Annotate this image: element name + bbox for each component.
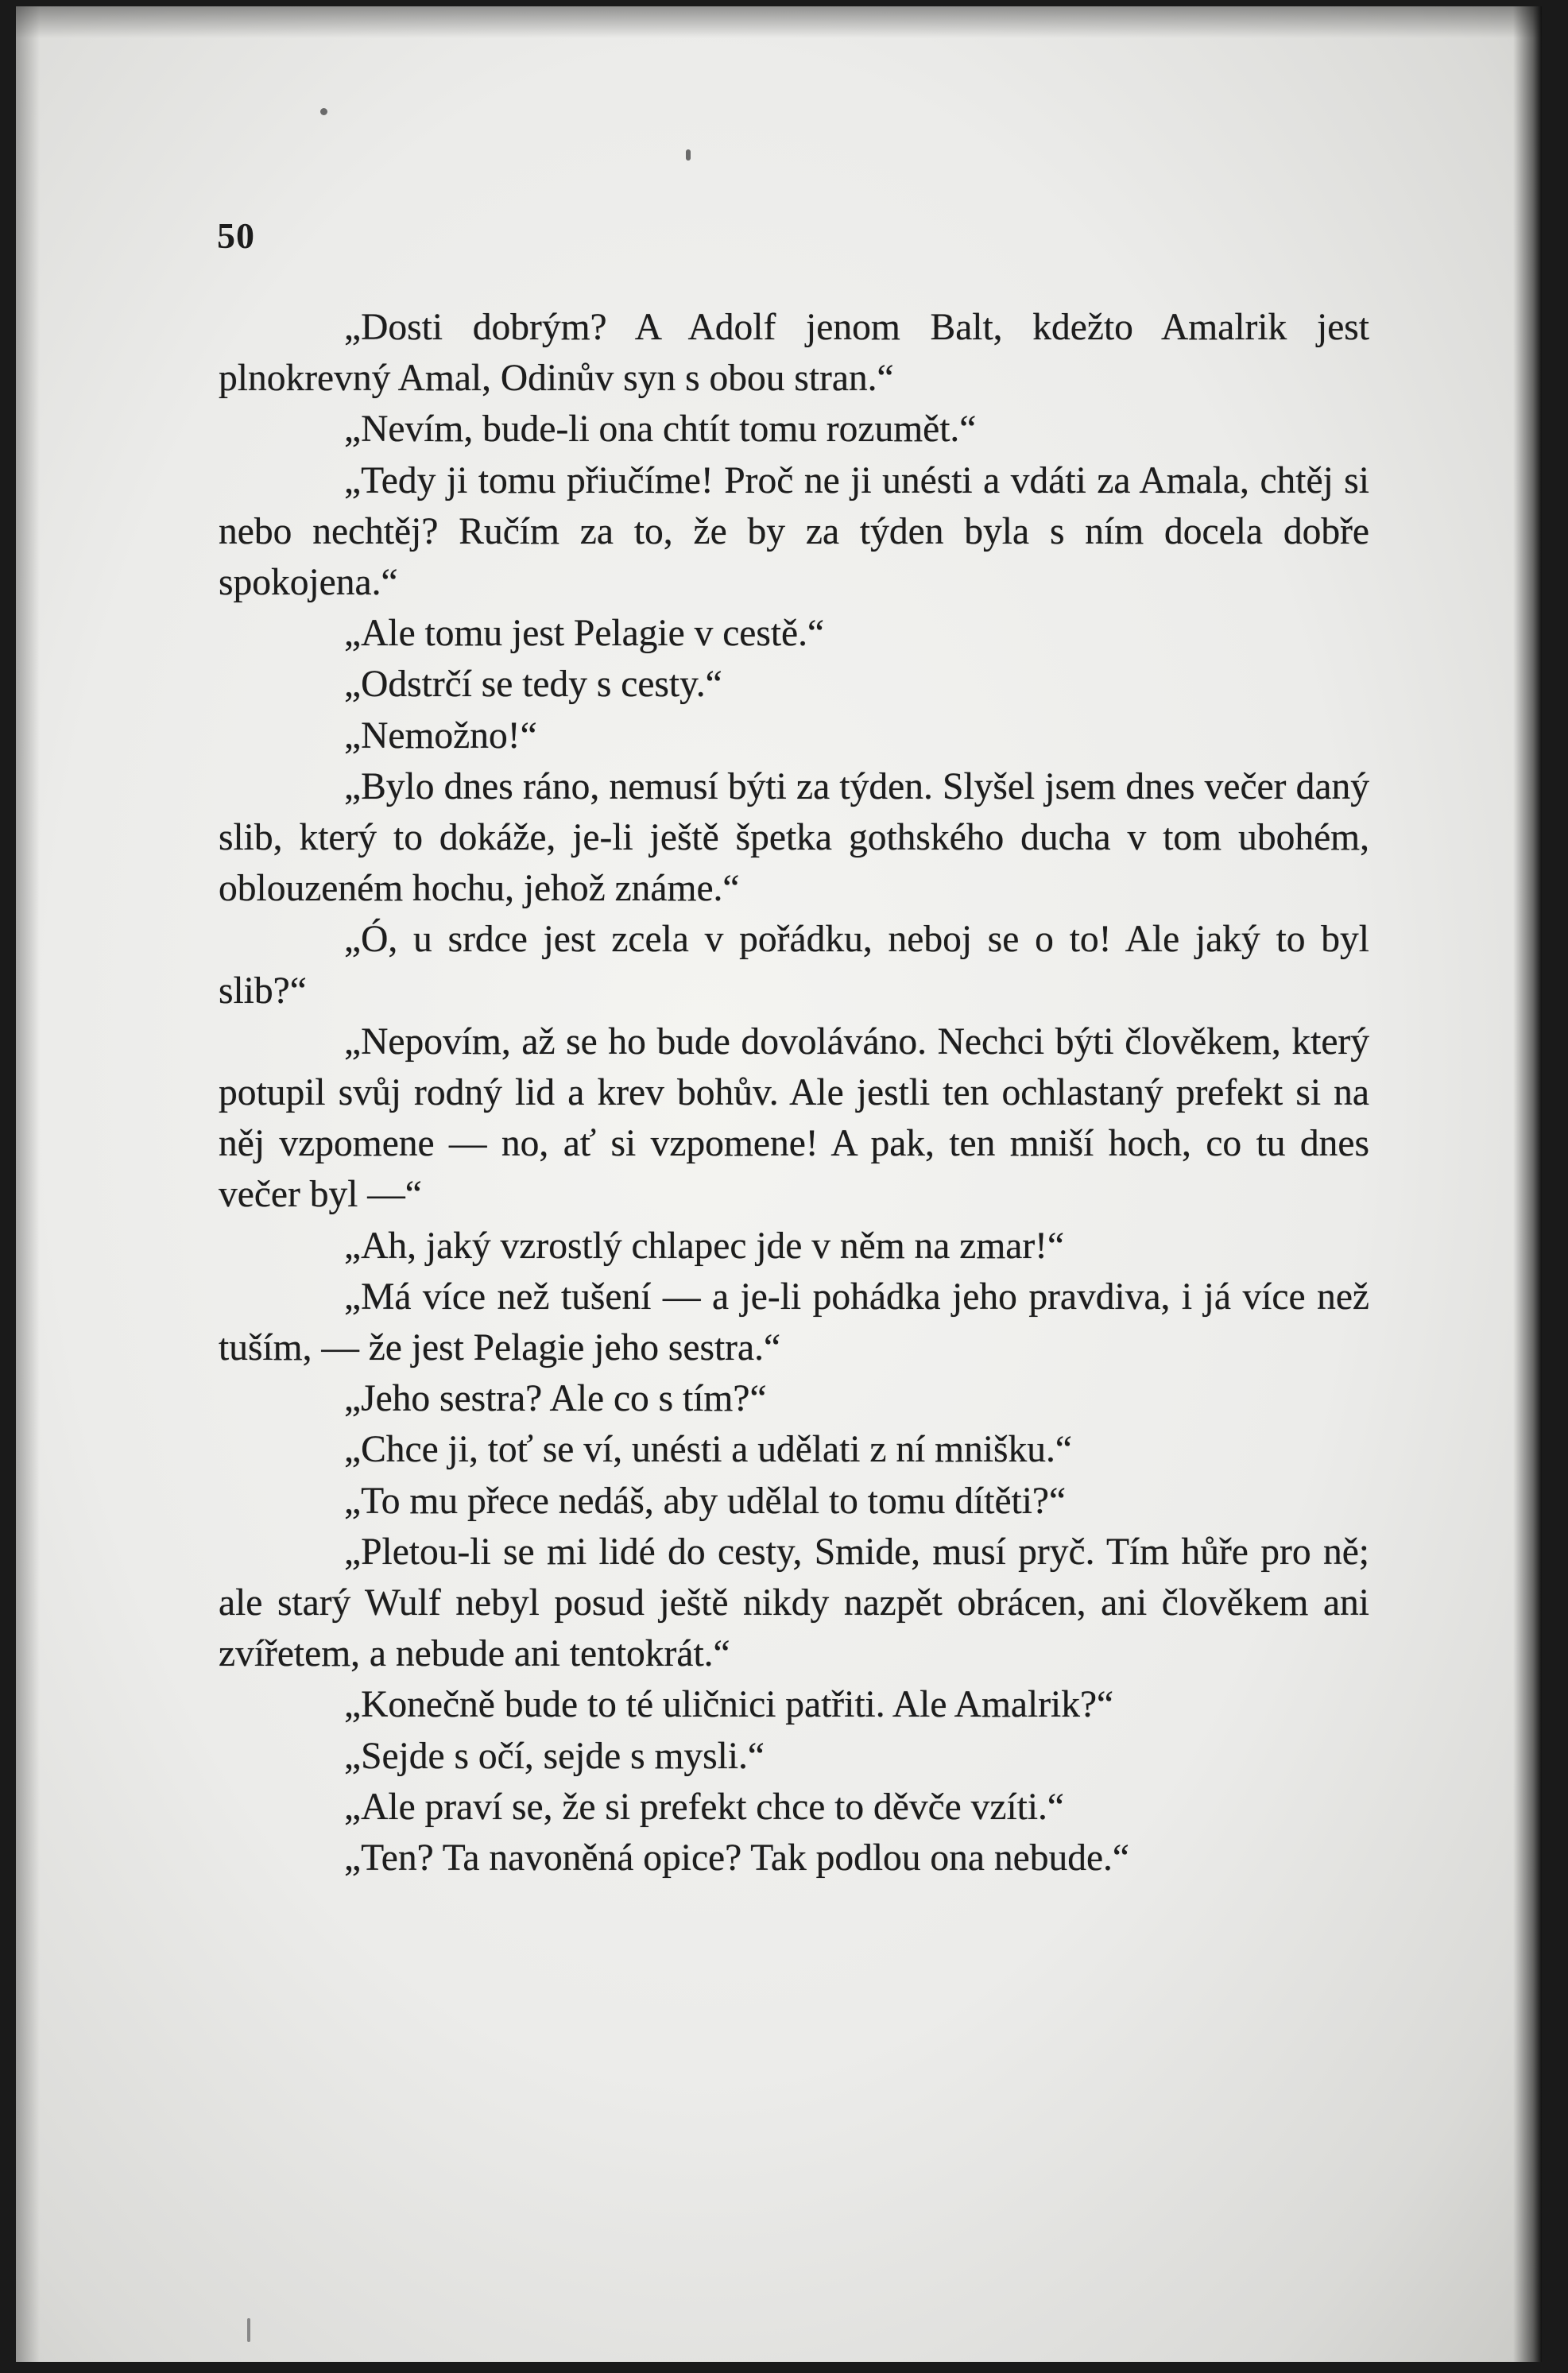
paragraph: „Pletou-li se mi lidé do cesty, Smide, musí pryč. Tím hůře pro ně; ale starý Wulf nebyl posud ještě nikdy nazpět obrácen, ani člověkem ani zvířetem, a nebude ani tentokrát.“ (219, 1531, 1369, 1675)
paragraph: „Nepovím, až se ho bude dovoláváno. Nechci býti člověkem, který potupil svůj rodný lid a krev bohův. Ale jestli ten ochlastaný prefekt si na něj vzpomene — no, ať si vzpomene! A pak, ten mniší hoch, co tu dnes večer byl —“ (219, 1020, 1369, 1216)
paragraph: „Ale tomu jest Pelagie v cestě.“ (344, 613, 825, 655)
paragraph: „Ale praví se, že si prefekt chce to děvče vzíti.“ (344, 1786, 1065, 1828)
page-left-shadow (16, 6, 40, 2362)
paragraph: „Dosti dobrým? A Adolf jenom Balt, kdežto Amalrik jest plnokrevný Amal, Odinův syn s obou stran.“ (219, 307, 1369, 400)
paper-speck (247, 2318, 250, 2342)
paragraph: „Chce ji, toť se ví, unésti a udělati z ní mnišku.“ (344, 1429, 1072, 1471)
page-binding-edge (1513, 6, 1542, 2362)
paragraph: „Sejde s očí, sejde s mysli.“ (344, 1735, 765, 1777)
paragraph: „Ah, jaký vzrostlý chlapec jde v něm na zmar!“ (344, 1225, 1065, 1267)
paragraph: „Nemožno!“ (344, 714, 537, 757)
paragraph: „Ó, u srdce jest zcela v pořádku, neboj se o to! Ale jaký to byl slib?“ (219, 919, 1369, 1012)
paragraph: „To mu přece nedáš, aby udělal to tomu dítěti?“ (344, 1480, 1067, 1522)
paragraph: „Ten? Ta navoněná opice? Tak podlou ona nebude.“ (344, 1837, 1130, 1879)
paper-speck (686, 149, 691, 161)
paragraph: „Tedy ji tomu přiučíme! Proč ne ji unésti a vdáti za Amala, chtěj si nebo nechtěj? Ručím za to, že by za týden byla s ním docela dobře spokojena.“ (219, 459, 1369, 604)
paper-speck (320, 108, 327, 115)
paragraph: „Nevím, bude-li ona chtít tomu rozumět.“ (344, 408, 977, 451)
paragraph: „Bylo dnes ráno, nemusí býti za týden. Slyšel jsem dnes večer daný slib, který to dokáže, je-li ještě špetka gothského ducha v tom ubohém, oblouzeném hochu, jehož známe.“ (219, 765, 1369, 910)
body-text (219, 302, 1369, 1883)
paragraph: „Jeho sestra? Ale co s tím?“ (344, 1378, 767, 1420)
page-top-shadow (16, 6, 1542, 38)
book-page (16, 6, 1542, 2362)
page-number: 50 (217, 215, 255, 256)
paragraph: „Odstrčí se tedy s cesty.“ (344, 664, 722, 706)
paragraph: „Má více než tušení — a je-li pohádka jeho pravdiva, i já více než tuším, — že jest Pelagie jeho sestra.“ (219, 1276, 1369, 1369)
paragraph: „Konečně bude to té uličnici patřiti. Ale Amalrik?“ (344, 1684, 1114, 1726)
